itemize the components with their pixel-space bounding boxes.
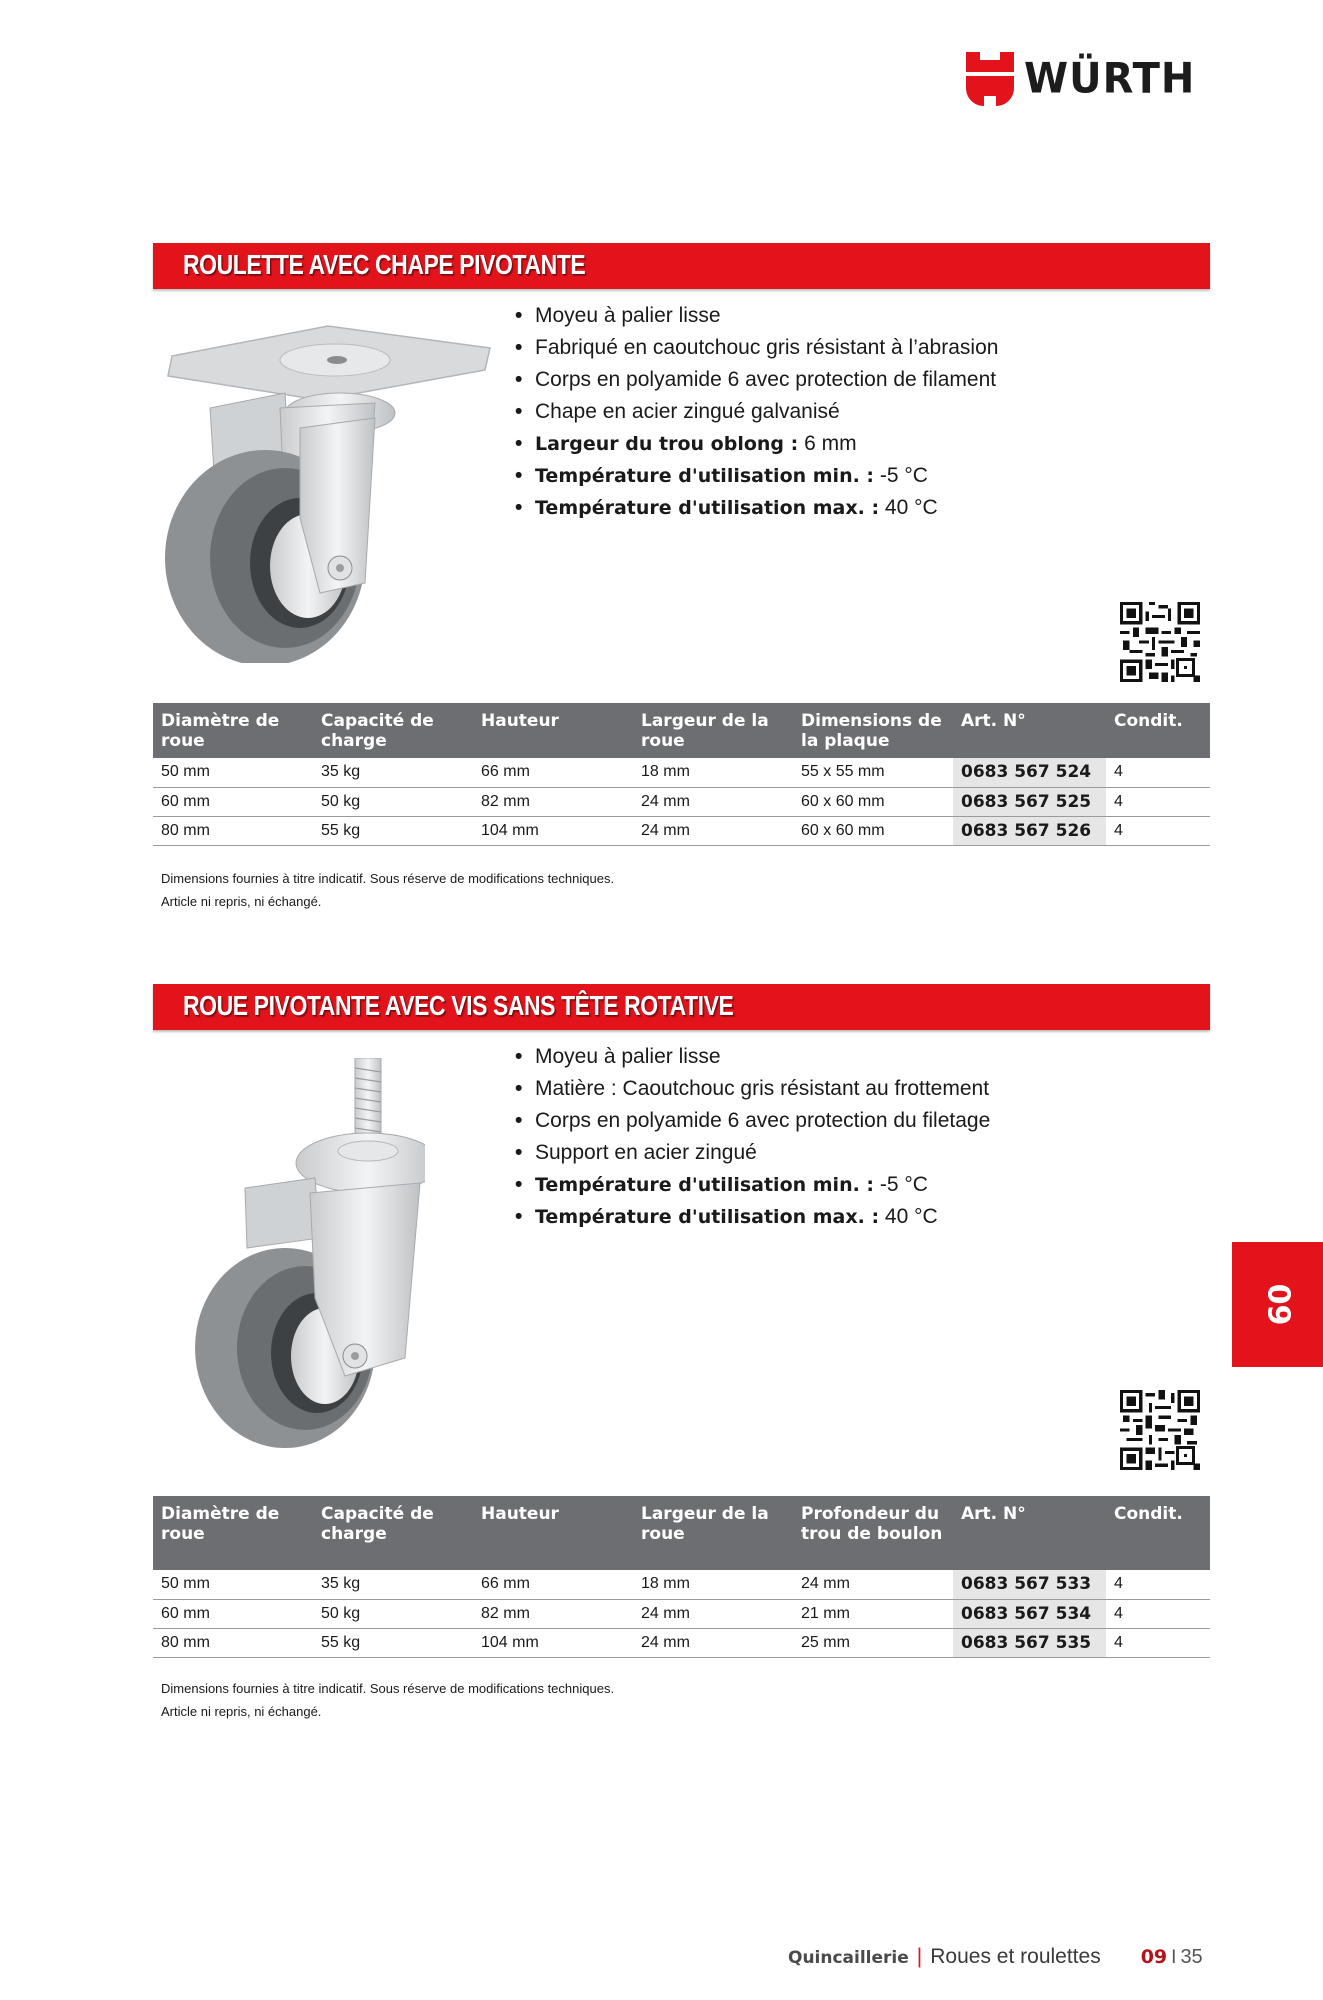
swivel-caster-plate-icon [150, 318, 495, 667]
cell-wheel-width: 24 mm [633, 787, 793, 816]
feature-item: • Chape en acier zingué galvanisé [515, 400, 840, 423]
cell-bolt-hole-depth: 21 mm [793, 1599, 953, 1628]
spec-table [153, 1496, 1210, 1658]
feature-item: • Température d'utilisation max. : 40 °C [515, 496, 938, 519]
column-header: Capacité de charge [313, 703, 473, 758]
column-header: Largeur de la roue [633, 703, 793, 758]
cell-plate-dimensions: 60 x 60 mm [793, 816, 953, 845]
section-header-1 [153, 243, 1210, 289]
feature-item: • Température d'utilisation min. : -5 °C [515, 464, 928, 487]
column-header: Dimensions de la plaque [793, 703, 953, 758]
table-header-row [153, 703, 1210, 758]
cell-load-capacity: 35 kg [313, 758, 473, 787]
column-header: Profondeur du trou de boulon [793, 1496, 953, 1570]
cell-load-capacity: 35 kg [313, 1570, 473, 1599]
cell-article-number[interactable]: 0683 567 535 [953, 1628, 1106, 1657]
cell-article-number[interactable]: 0683 567 525 [953, 787, 1106, 816]
section-title: ROULETTE AVEC CHAPE PIVOTANTE [183, 249, 586, 280]
cell-height: 82 mm [473, 787, 633, 816]
cell-height: 104 mm [473, 816, 633, 845]
table-row [153, 1570, 1210, 1599]
section-title: ROUE PIVOTANTE AVEC VIS SANS TÊTE ROTATIVE [183, 990, 734, 1021]
column-header: Diamètre de roue [153, 1496, 313, 1570]
cell-wheel-width: 24 mm [633, 1628, 793, 1657]
feature-item: • Fabriqué en caoutchouc gris résistant à l’abrasion [515, 336, 999, 359]
table-row [153, 1628, 1210, 1657]
qr-code-icon[interactable] [1120, 602, 1200, 682]
footnote-line: Dimensions fournies à titre indicatif. Sous réserve de modifications techniques. [161, 871, 615, 886]
cell-bolt-hole-depth: 25 mm [793, 1628, 953, 1657]
cell-packaging: 4 [1106, 816, 1210, 845]
cell-article-number[interactable]: 0683 567 526 [953, 816, 1106, 845]
cell-height: 66 mm [473, 1570, 633, 1599]
column-header: Art. N° [953, 703, 1106, 758]
wurth-logo-mark-icon [966, 52, 1014, 106]
cell-article-number[interactable]: 0683 567 534 [953, 1599, 1106, 1628]
column-header: Condit. [1106, 703, 1210, 758]
footer-page-separator: I [1171, 1947, 1177, 1968]
cell-load-capacity: 55 kg [313, 1628, 473, 1657]
feature-list [515, 1041, 990, 1233]
column-header: Condit. [1106, 1496, 1210, 1570]
cell-wheel-width: 24 mm [633, 1599, 793, 1628]
cell-packaging: 4 [1106, 758, 1210, 787]
table-row [153, 1599, 1210, 1628]
feature-item: • Moyeu à palier lisse [515, 304, 721, 327]
page-footer [788, 1945, 1203, 1969]
feature-item: • Matière : Caoutchouc gris résistant au frottement [515, 1077, 990, 1100]
cell-wheel-diameter: 50 mm [153, 758, 313, 787]
footer-chapter-number: 09 [1140, 1946, 1168, 1968]
cell-wheel-diameter: 80 mm [153, 816, 313, 845]
column-header: Diamètre de roue [153, 703, 313, 758]
qr-code-icon[interactable] [1120, 1390, 1200, 1470]
footnote-line: Article ni repris, ni échangé. [161, 894, 322, 909]
footnote [161, 1677, 614, 1723]
table-header-row [153, 1496, 1210, 1570]
cell-packaging: 4 [1106, 1570, 1210, 1599]
cell-plate-dimensions: 60 x 60 mm [793, 787, 953, 816]
table-row [153, 816, 1210, 845]
cell-bolt-hole-depth: 24 mm [793, 1570, 953, 1599]
footnote-line: Dimensions fournies à titre indicatif. Sous réserve de modifications techniques. [161, 1681, 615, 1696]
footer-subcategory: Roues et roulettes [930, 1945, 1101, 1968]
feature-item: • Moyeu à palier lisse [515, 1045, 721, 1068]
cell-wheel-width: 18 mm [633, 1570, 793, 1599]
table-row [153, 758, 1210, 787]
column-header: Hauteur [473, 703, 633, 758]
chapter-tab-label: 09 [1260, 1283, 1295, 1326]
table-row [153, 787, 1210, 816]
brand-name: WÜRTH [1024, 54, 1196, 104]
feature-item: • Support en acier zingué [515, 1141, 757, 1164]
feature-item: • Largeur du trou oblong : 6 mm [515, 432, 857, 455]
footnote [161, 867, 614, 913]
cell-wheel-width: 24 mm [633, 816, 793, 845]
cell-wheel-diameter: 60 mm [153, 1599, 313, 1628]
feature-item: • Corps en polyamide 6 avec protection du filetage [515, 1109, 991, 1132]
cell-wheel-width: 18 mm [633, 758, 793, 787]
section-header-2 [153, 984, 1210, 1030]
cell-article-number[interactable]: 0683 567 524 [953, 758, 1106, 787]
cell-height: 66 mm [473, 758, 633, 787]
wurth-logo [966, 52, 1195, 106]
spec-table [153, 703, 1210, 846]
footnote-line: Article ni repris, ni échangé. [161, 1704, 322, 1719]
cell-load-capacity: 50 kg [313, 1599, 473, 1628]
cell-wheel-diameter: 60 mm [153, 787, 313, 816]
cell-height: 82 mm [473, 1599, 633, 1628]
column-header: Capacité de charge [313, 1496, 473, 1570]
cell-plate-dimensions: 55 x 55 mm [793, 758, 953, 787]
footer-separator: | [916, 1945, 923, 1968]
cell-packaging: 4 [1106, 1599, 1210, 1628]
cell-load-capacity: 50 kg [313, 787, 473, 816]
column-header: Art. N° [953, 1496, 1106, 1570]
cell-packaging: 4 [1106, 1628, 1210, 1657]
cell-article-number[interactable]: 0683 567 533 [953, 1570, 1106, 1599]
cell-height: 104 mm [473, 1628, 633, 1657]
footer-category: Quincaillerie [788, 1948, 909, 1968]
footer-page-number: 35 [1180, 1946, 1203, 1968]
feature-item: • Température d'utilisation max. : 40 °C [515, 1205, 938, 1228]
cell-load-capacity: 55 kg [313, 816, 473, 845]
feature-item: • Corps en polyamide 6 avec protection de filament [515, 368, 997, 391]
cell-packaging: 4 [1106, 787, 1210, 816]
feature-item: • Température d'utilisation min. : -5 °C [515, 1173, 928, 1196]
cell-wheel-diameter: 50 mm [153, 1570, 313, 1599]
column-header: Largeur de la roue [633, 1496, 793, 1570]
cell-wheel-diameter: 80 mm [153, 1628, 313, 1657]
swivel-caster-threaded-stem-icon [185, 1058, 425, 1457]
column-header: Hauteur [473, 1496, 633, 1570]
chapter-tab[interactable] [1232, 1242, 1323, 1367]
feature-list [515, 300, 998, 524]
